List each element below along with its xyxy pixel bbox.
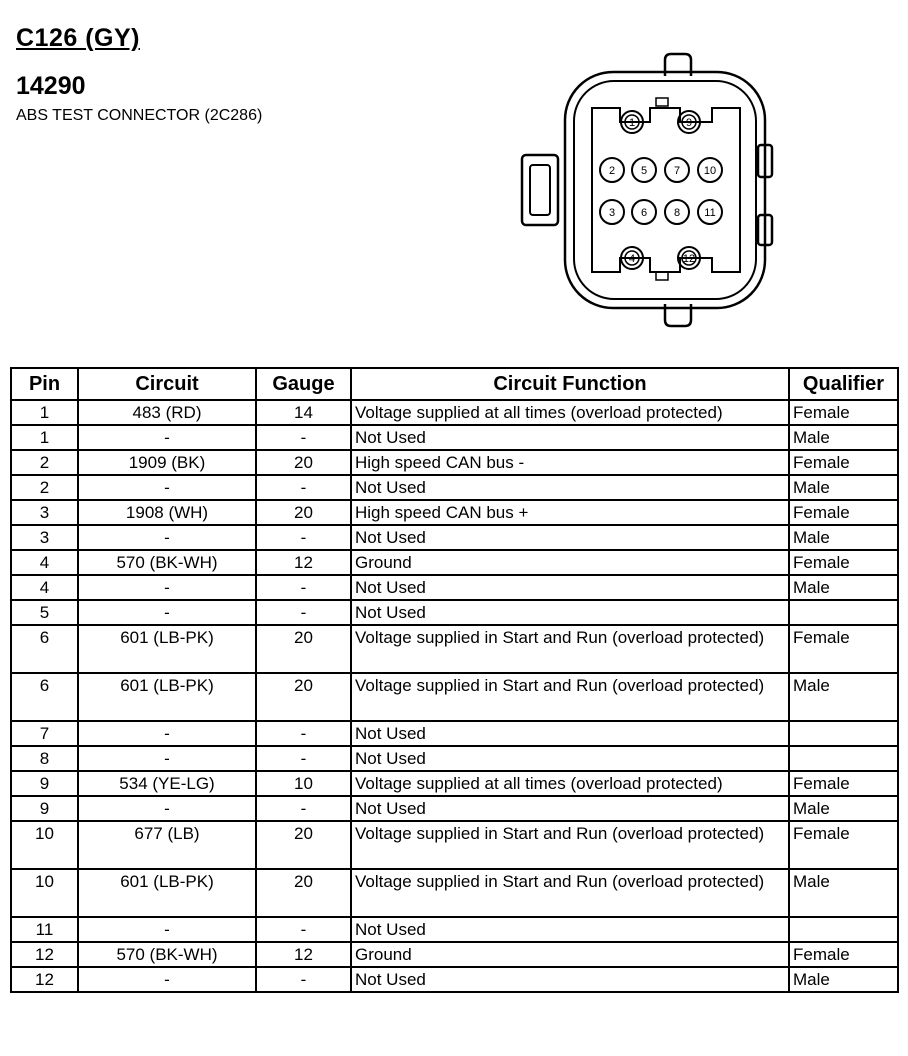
connector-pin	[665, 158, 689, 182]
table-row	[11, 869, 898, 917]
circuit-cell: -	[78, 575, 256, 600]
circuit-function-cell: Not Used	[351, 425, 789, 450]
connector-pin	[632, 200, 656, 224]
circuit-function-cell: Not Used	[351, 796, 789, 821]
table-row	[11, 721, 898, 746]
svg-text:6: 6	[640, 207, 648, 219]
header-circuit-function: Circuit Function	[351, 368, 789, 400]
connector-face-diagram	[520, 50, 780, 335]
pin-cell: 12	[11, 942, 78, 967]
connector-pin	[600, 158, 624, 182]
circuit-function-cell: Not Used	[351, 721, 789, 746]
part-number: 14290	[16, 72, 86, 100]
table-row	[11, 821, 898, 869]
table-row	[11, 600, 898, 625]
header-pin: Pin	[11, 368, 78, 400]
svg-text:9: 9	[685, 117, 693, 129]
connector-pin	[621, 111, 643, 133]
pin-cell: 7	[11, 721, 78, 746]
connector-pin	[600, 200, 624, 224]
circuit-cell: -	[78, 967, 256, 992]
circuit-function-cell: Not Used	[351, 746, 789, 771]
circuit-function-cell: High speed CAN bus +	[351, 500, 789, 525]
pin-cell: 9	[11, 796, 78, 821]
circuit-cell: -	[78, 721, 256, 746]
pin-cell: 2	[11, 475, 78, 500]
circuit-function-cell: Not Used	[351, 967, 789, 992]
gauge-cell: -	[256, 967, 351, 992]
svg-text:7: 7	[673, 165, 681, 177]
circuit-cell: 483 (RD)	[78, 400, 256, 425]
svg-text:8: 8	[673, 207, 681, 219]
gauge-cell: -	[256, 917, 351, 942]
gauge-cell: -	[256, 425, 351, 450]
pin-cell: 3	[11, 500, 78, 525]
circuit-cell: 1909 (BK)	[78, 450, 256, 475]
table-header-row	[11, 368, 898, 400]
qualifier-cell: Female	[789, 771, 898, 796]
pin-cell: 1	[11, 425, 78, 450]
pin-cell: 6	[11, 625, 78, 673]
circuit-function-cell: Ground	[351, 550, 789, 575]
svg-text:11: 11	[704, 207, 716, 219]
table-row	[11, 550, 898, 575]
circuit-function-cell: Not Used	[351, 525, 789, 550]
circuit-cell: -	[78, 600, 256, 625]
pin-cell: 5	[11, 600, 78, 625]
table-row	[11, 917, 898, 942]
circuit-cell: 1908 (WH)	[78, 500, 256, 525]
gauge-cell: -	[256, 746, 351, 771]
qualifier-cell: Female	[789, 821, 898, 869]
circuit-cell: 570 (BK-WH)	[78, 942, 256, 967]
pinout-table	[10, 367, 899, 993]
qualifier-cell	[789, 721, 898, 746]
table-row	[11, 525, 898, 550]
svg-text:4: 4	[628, 253, 636, 265]
pin-cell: 4	[11, 575, 78, 600]
circuit-cell: -	[78, 796, 256, 821]
pin-cell: 11	[11, 917, 78, 942]
table-row	[11, 475, 898, 500]
qualifier-cell: Female	[789, 500, 898, 525]
pin-cell: 8	[11, 746, 78, 771]
circuit-function-cell: Voltage supplied in Start and Run (overload protected)	[351, 673, 789, 721]
qualifier-cell: Female	[789, 400, 898, 425]
gauge-cell: 12	[256, 942, 351, 967]
svg-text:2: 2	[608, 165, 616, 177]
circuit-cell: 534 (YE-LG)	[78, 771, 256, 796]
gauge-cell: 20	[256, 869, 351, 917]
circuit-function-cell: Not Used	[351, 475, 789, 500]
header-gauge: Gauge	[256, 368, 351, 400]
circuit-cell: -	[78, 746, 256, 771]
svg-text:1: 1	[628, 117, 636, 129]
connector-pin	[678, 111, 700, 133]
circuit-function-cell: Not Used	[351, 917, 789, 942]
table-row	[11, 942, 898, 967]
pin-cell: 4	[11, 550, 78, 575]
qualifier-cell: Female	[789, 550, 898, 575]
circuit-cell: 677 (LB)	[78, 821, 256, 869]
circuit-function-cell: Voltage supplied in Start and Run (overload protected)	[351, 625, 789, 673]
gauge-cell: 14	[256, 400, 351, 425]
circuit-function-cell: Voltage supplied in Start and Run (overload protected)	[351, 869, 789, 917]
qualifier-cell: Male	[789, 796, 898, 821]
circuit-cell: -	[78, 917, 256, 942]
circuit-cell: -	[78, 525, 256, 550]
circuit-function-cell: Voltage supplied in Start and Run (overload protected)	[351, 821, 789, 869]
table-row	[11, 967, 898, 992]
qualifier-cell	[789, 917, 898, 942]
svg-text:12: 12	[682, 253, 696, 265]
svg-text:3: 3	[608, 207, 616, 219]
gauge-cell: -	[256, 796, 351, 821]
circuit-function-cell: Ground	[351, 942, 789, 967]
table-row	[11, 796, 898, 821]
circuit-function-cell: Not Used	[351, 575, 789, 600]
qualifier-cell: Male	[789, 525, 898, 550]
table-row	[11, 450, 898, 475]
pin-cell: 10	[11, 821, 78, 869]
gauge-cell: 12	[256, 550, 351, 575]
connector-pin	[632, 158, 656, 182]
circuit-cell: 601 (LB-PK)	[78, 625, 256, 673]
pin-cell: 2	[11, 450, 78, 475]
qualifier-cell: Male	[789, 869, 898, 917]
connector-pin	[698, 200, 722, 224]
qualifier-cell	[789, 746, 898, 771]
gauge-cell: -	[256, 475, 351, 500]
table-row	[11, 625, 898, 673]
circuit-function-cell: Voltage supplied at all times (overload protected)	[351, 771, 789, 796]
pin-cell: 10	[11, 869, 78, 917]
header-circuit: Circuit	[78, 368, 256, 400]
table-row	[11, 425, 898, 450]
gauge-cell: 20	[256, 673, 351, 721]
circuit-cell: 570 (BK-WH)	[78, 550, 256, 575]
connector-pin	[698, 158, 722, 182]
qualifier-cell: Female	[789, 625, 898, 673]
qualifier-cell: Male	[789, 673, 898, 721]
qualifier-cell: Male	[789, 475, 898, 500]
qualifier-cell: Female	[789, 942, 898, 967]
table-row	[11, 771, 898, 796]
gauge-cell: 20	[256, 450, 351, 475]
pin-cell: 6	[11, 673, 78, 721]
gauge-cell: 20	[256, 500, 351, 525]
gauge-cell: -	[256, 600, 351, 625]
gauge-cell: 20	[256, 625, 351, 673]
table-row	[11, 575, 898, 600]
connector-title: C126 (GY)	[16, 24, 140, 52]
gauge-cell: -	[256, 525, 351, 550]
table-row	[11, 673, 898, 721]
qualifier-cell: Female	[789, 450, 898, 475]
svg-text:10: 10	[703, 165, 717, 177]
svg-text:5: 5	[640, 165, 648, 177]
pin-cell: 1	[11, 400, 78, 425]
pin-cell: 3	[11, 525, 78, 550]
circuit-function-cell: High speed CAN bus -	[351, 450, 789, 475]
circuit-cell: 601 (LB-PK)	[78, 869, 256, 917]
pin-cell: 12	[11, 967, 78, 992]
table-row	[11, 500, 898, 525]
pin-cell: 9	[11, 771, 78, 796]
gauge-cell: 10	[256, 771, 351, 796]
connector-pin	[665, 200, 689, 224]
qualifier-cell: Male	[789, 425, 898, 450]
circuit-cell: -	[78, 475, 256, 500]
qualifier-cell: Male	[789, 575, 898, 600]
gauge-cell: -	[256, 721, 351, 746]
connector-pin	[678, 247, 700, 269]
circuit-cell: -	[78, 425, 256, 450]
circuit-cell: 601 (LB-PK)	[78, 673, 256, 721]
qualifier-cell: Male	[789, 967, 898, 992]
qualifier-cell	[789, 600, 898, 625]
gauge-cell: -	[256, 575, 351, 600]
circuit-function-cell: Not Used	[351, 600, 789, 625]
table-row	[11, 746, 898, 771]
gauge-cell: 20	[256, 821, 351, 869]
table-row	[11, 400, 898, 425]
connector-pin	[621, 247, 643, 269]
circuit-function-cell: Voltage supplied at all times (overload protected)	[351, 400, 789, 425]
header-qualifier: Qualifier	[789, 368, 898, 400]
connector-description: ABS TEST CONNECTOR (2C286)	[16, 107, 263, 124]
